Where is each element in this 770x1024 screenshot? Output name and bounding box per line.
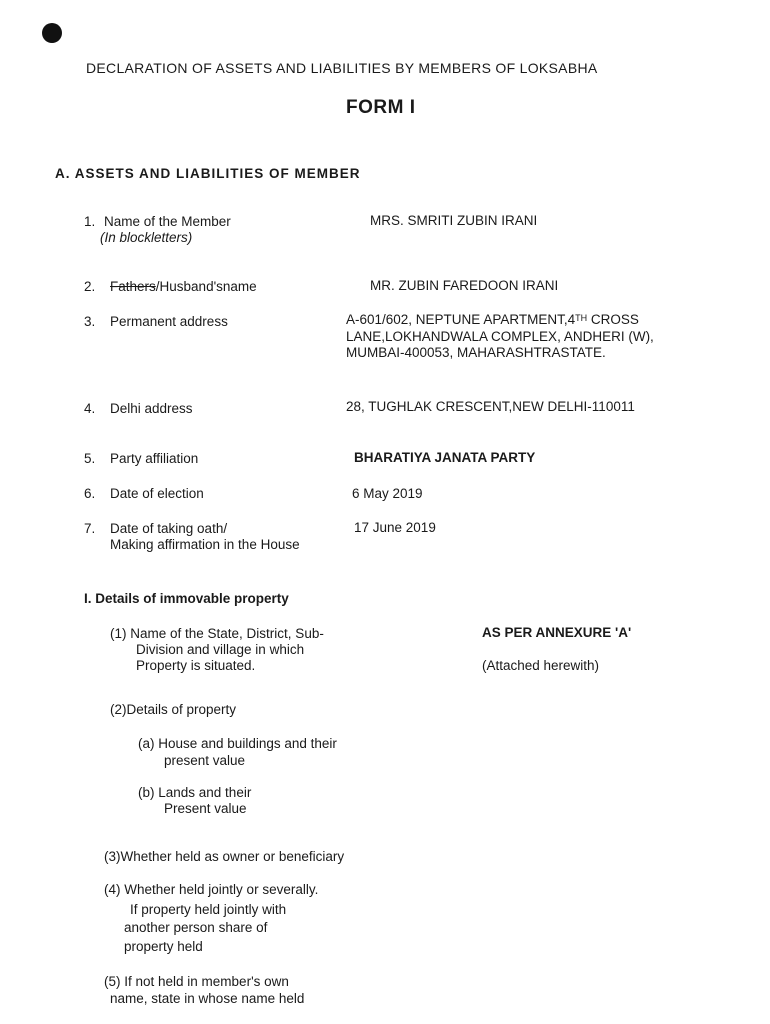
attached-note: (Attached herewith) <box>482 658 600 673</box>
item-1-number: 1. <box>84 214 96 229</box>
q1-line-2: Division and village in which <box>136 642 305 657</box>
q2-details-of-property: (2)Details of property <box>110 702 237 717</box>
annexure-reference: AS PER ANNEXURE 'A' <box>482 625 632 640</box>
permanent-address-line-3: MUMBAI-400053, MAHARASHTRASTATE. <box>346 345 606 360</box>
oath-date-value: 17 June 2019 <box>354 520 436 535</box>
permanent-address-line-2: LANE,LOKHANDWALA COMPLEX, ANDHERI (W), <box>346 329 654 344</box>
item-3-number: 3. <box>84 314 96 329</box>
delhi-address-value: 28, TUGHLAK CRESCENT,NEW DELHI-110011 <box>346 399 635 414</box>
permanent-address-line-1 <box>346 312 639 329</box>
q2b-line-1: (b) Lands and their <box>138 785 252 800</box>
item-7-number: 7. <box>84 521 96 536</box>
declaration-heading: DECLARATION OF ASSETS AND LIABILITIES BY MEMBERS OF LOKSABHA <box>86 60 598 76</box>
item-1-label: Name of the Member <box>104 214 231 229</box>
address-line-1-tail: CROSS <box>587 312 639 327</box>
item-4-label: Delhi address <box>110 401 193 416</box>
member-name-value: MRS. SMRITI ZUBIN IRANI <box>370 213 538 228</box>
husband-name-value: MR. ZUBIN FAREDOON IRANI <box>370 278 559 293</box>
q4-line-4: property held <box>124 939 203 954</box>
election-date-value: 6 May 2019 <box>352 486 423 501</box>
section-a-heading: A. ASSETS AND LIABILITIES OF MEMBER <box>55 166 361 181</box>
immovable-property-heading: I. Details of immovable property <box>84 591 289 606</box>
item-2-label-rest: /Husband'sname <box>155 279 257 294</box>
q1-line-3: Property is situated. <box>136 658 256 673</box>
q5-line-1: (5) If not held in member's own <box>104 974 289 989</box>
item-2-number: 2. <box>84 279 96 294</box>
address-line-1-text: A-601/602, NEPTUNE APARTMENT,4 <box>346 312 576 327</box>
item-2-label <box>110 279 257 296</box>
q3-owner-or-beneficiary: (3)Whether held as owner or beneficiary <box>104 849 345 864</box>
form-title: FORM I <box>346 97 416 118</box>
punch-hole-dot <box>42 23 62 43</box>
item-7-label: Date of taking oath/ <box>110 521 228 536</box>
q5-line-2: name, state in whose name held <box>110 991 305 1006</box>
address-ordinal-superscript: TH <box>575 313 588 323</box>
q4-line-2: If property held jointly with <box>130 902 287 917</box>
item-6-label: Date of election <box>110 486 204 501</box>
item-5-number: 5. <box>84 451 96 466</box>
item-4-number: 4. <box>84 401 96 416</box>
q4-line-3: another person share of <box>124 920 268 935</box>
item-6-number: 6. <box>84 486 96 501</box>
q1-line-1: (1) Name of the State, District, Sub- <box>110 626 324 641</box>
item-5-label: Party affiliation <box>110 451 199 466</box>
item-1-note: (In blockletters) <box>100 230 193 245</box>
q4-line-1: (4) Whether held jointly or severally. <box>104 882 319 897</box>
q2b-line-2: Present value <box>164 801 247 816</box>
q2a-line-2: present value <box>164 753 246 768</box>
item-7-label-line-2: Making affirmation in the House <box>110 537 300 552</box>
item-3-label: Permanent address <box>110 314 228 329</box>
item-2-label-struck: Fathers <box>110 279 156 294</box>
party-affiliation-value: BHARATIYA JANATA PARTY <box>354 450 536 465</box>
q2a-line-1: (a) House and buildings and their <box>138 736 337 751</box>
